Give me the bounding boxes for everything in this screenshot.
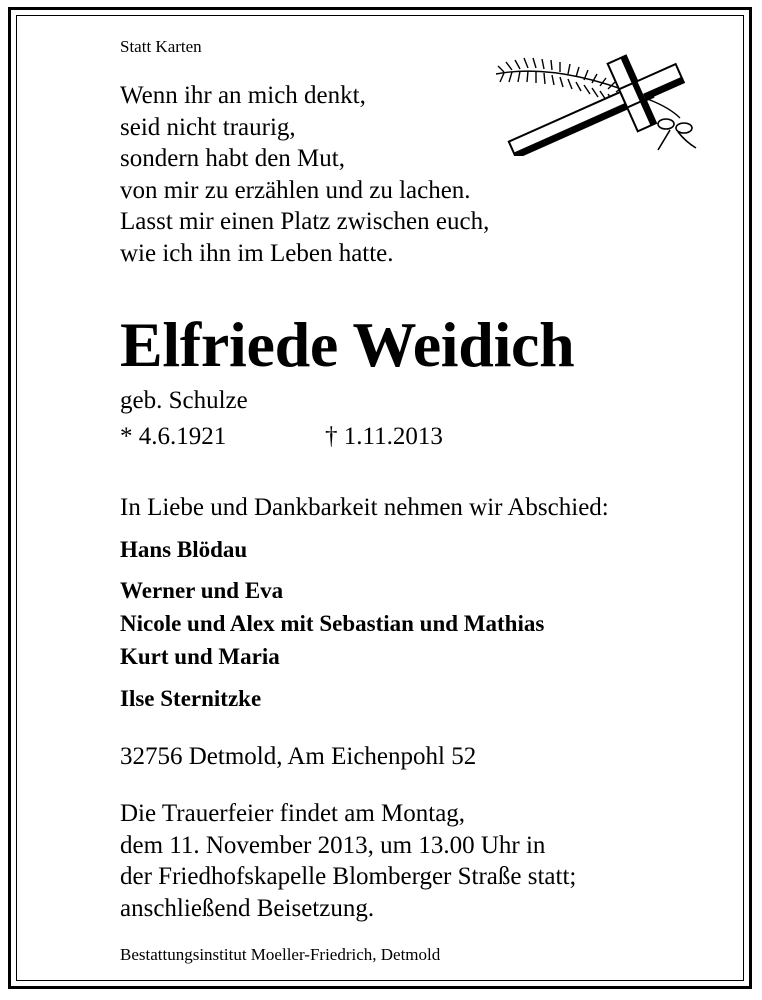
poem-line: wie ich ihn im Leben hatte. (120, 239, 394, 267)
poem (120, 80, 489, 269)
funeral-home: Bestattungsinstitut Moeller-Friedrich, Detmold (120, 945, 441, 964)
poem-line: Lasst mir einen Platz zwischen euch, (120, 208, 490, 235)
mourner-group (120, 533, 247, 566)
funeral-line: der Friedhofskapelle Blomberger Straße statt; (120, 863, 577, 890)
mourner-name: Kurt und Maria (120, 644, 280, 669)
birth-date: * 4.6.1921 (120, 423, 227, 450)
death-date: † 1.11.2013 (325, 423, 443, 450)
address: 32756 Detmold, Am Eichenpohl 52 (120, 743, 477, 770)
farewell-line: In Liebe und Dankbarkeit nehmen wir Abschied: (120, 494, 609, 521)
funeral-line: anschließend Beisetzung. (120, 894, 375, 922)
mourner-name: Hans Blödau (120, 537, 248, 562)
poem-line: Wenn ihr an mich denkt, (120, 82, 366, 109)
cross-with-palm-branch-icon (490, 52, 712, 156)
funeral-line: Die Trauerfeier findet am Montag, (120, 800, 466, 827)
poem-line: von mir zu erzählen und zu lachen. (120, 176, 471, 204)
deceased-name: Elfriede Weidich (120, 309, 575, 380)
mourner-name: Ilse Sternitzke (120, 686, 262, 711)
mourner-name: Werner und Eva (120, 578, 284, 603)
maiden-name: geb. Schulze (120, 387, 248, 414)
life-dates (120, 421, 443, 453)
poem-line: seid nicht traurig, (120, 113, 296, 141)
mourner-group (120, 574, 544, 673)
funeral-details (120, 798, 576, 924)
header-statt-karten: Statt Karten (120, 37, 202, 56)
mourner-name: Nicole und Alex mit Sebastian und Mathias (120, 611, 545, 636)
mourner-group (120, 682, 261, 715)
poem-line: sondern habt den Mut, (120, 145, 345, 172)
funeral-line: dem 11. November 2013, um 13.00 Uhr in (120, 831, 546, 859)
